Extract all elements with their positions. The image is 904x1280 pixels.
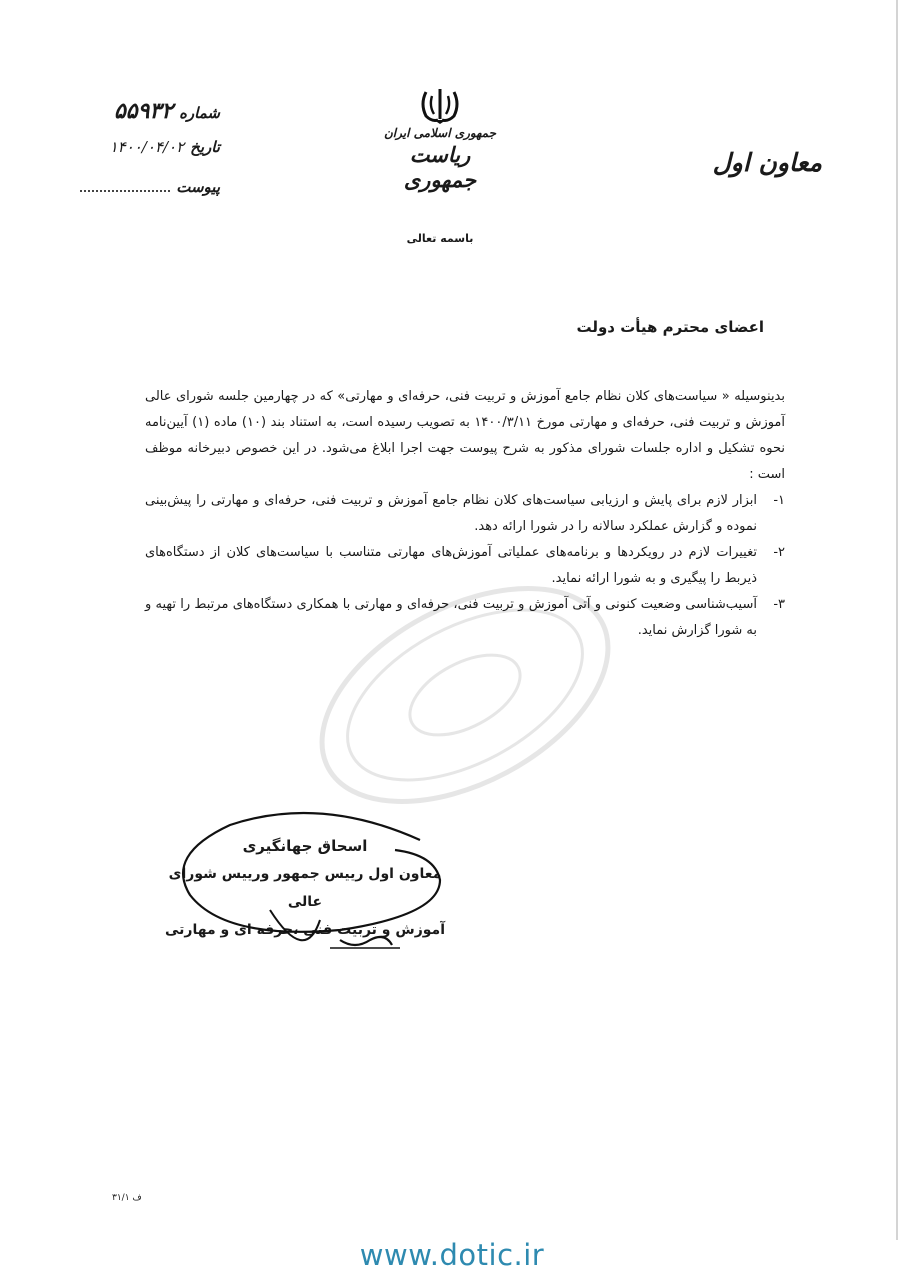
scan-edge-divider xyxy=(896,0,898,1240)
list-item xyxy=(145,488,785,540)
letter-body xyxy=(145,384,785,644)
bismillah: باسمه تعالی xyxy=(406,232,474,245)
iran-emblem-icon xyxy=(418,86,462,124)
letterhead xyxy=(370,86,510,192)
number-label: شماره xyxy=(179,104,220,122)
item-text: تغییرات لازم در رویکردها و برنامه‌های عملیاتی آموزش‌های مهارتی متناسب با سیاست‌های کلان از دستگاه‌های ذیربط را پیگیری و به شورا ارائه نماید. xyxy=(145,545,757,586)
salutation: اعضای محترم هیأت دولت xyxy=(576,318,764,336)
form-code: ۳۱/۱ ف xyxy=(112,1193,142,1203)
presidency-title: ریاست جمهوری xyxy=(403,142,477,192)
republic-title: جمهوری اسلامی ایران xyxy=(383,126,497,140)
item-number: ۲- xyxy=(773,545,785,560)
signatory-title-line1: معاون اول رییس جمهور ورییس شورای عالی xyxy=(168,866,442,910)
office-title: معاون اول xyxy=(712,148,822,177)
date-value: ۱۴۰۰/۰۴/۰۲ xyxy=(109,138,185,156)
date-row xyxy=(30,138,220,178)
number-value: ۵۵۹۳۲ xyxy=(113,98,174,124)
directive-list xyxy=(145,488,785,644)
letter-meta xyxy=(30,98,220,218)
intro-paragraph: بدینوسیله « سیاست‌های کلان نظام جامع آموزش و تربیت فنی، حرفه‌ای و مهارتی» که در چهارمین جلسه شورای عالی آموزش و تربیت فنی، حرفه‌ای و مهارتی مورخ ۱۴۰۰/۳/۱۱ به تصویب رسیده است، به استناد بند (۱۰) ماده (۱) آیین‌نامه نحوه تشکیل و اداره جلسات شورای مذکور به شرح پیوست جهت اجرا ابلاغ می‌شود. در این خصوص دبیرخانه موظف است : xyxy=(145,389,786,482)
attachment-label: پیوست xyxy=(176,178,220,196)
number-row xyxy=(30,98,220,138)
signatory-title-line2: آموزش و تربیت فنی ،حرفه ای و مهارتی xyxy=(165,922,445,938)
signature-block xyxy=(150,832,460,944)
attachment-dotted-line xyxy=(80,180,170,192)
item-text: آسیب‌شناسی وضعیت کنونی و آتی آموزش و تربیت فنی، حرفه‌ای و مهارتی با همکاری دستگاه‌های مرتبط را تهیه و به شورا گزارش نماید. xyxy=(145,597,757,638)
site-url-watermark: www.dotic.ir xyxy=(359,1238,545,1272)
signatory-name: اسحاق جهانگیری xyxy=(242,837,368,855)
list-item xyxy=(145,592,785,644)
date-label: تاریخ xyxy=(190,138,220,156)
item-number: ۱- xyxy=(773,493,785,508)
item-text: ابزار لازم برای پایش و ارزیابی سیاست‌های کلان نظام جامع آموزش و تربیت فنی، حرفه‌ای و مهارتی را پیش‌بینی نموده و گزارش عملکرد سالانه را در شورا ارائه دهد. xyxy=(145,493,757,534)
list-item xyxy=(145,540,785,592)
attachment-row xyxy=(30,178,220,218)
item-number: ۳- xyxy=(773,597,785,612)
